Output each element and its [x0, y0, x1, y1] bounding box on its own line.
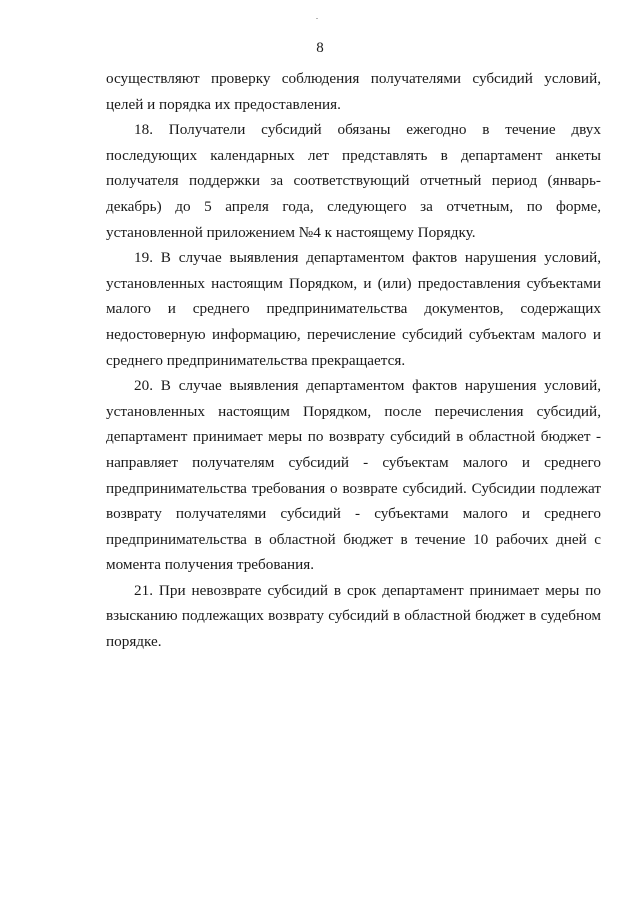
paragraph-continuation: осуществляют проверку соблюдения получателями субсидий условий, целей и порядка их предоставления.	[106, 70, 601, 113]
scan-artifact-dot	[316, 18, 318, 19]
paragraph-18: 18. Получатели субсидий обязаны ежегодно в течение двух последующих календарных лет представлять в департамент анкеты получателя поддержки за соответствующий отчетный период (январь-декабрь) до 5 апреля года, следующего за отчетным, по форме, установленной приложением №4 к настоящему Порядку.	[106, 121, 601, 241]
page-number: 8	[316, 40, 324, 56]
document-body	[106, 66, 601, 655]
paragraph-19: 19. В случае выявления департаментом фактов нарушения условий, установленных настоящим Порядком, и (или) предоставления субъектами малого и среднего предпринимательства документов, содержащих недостоверную информацию, перечисление субсидий субъектам малого и среднего предпринимательства прекращается.	[106, 249, 601, 369]
paragraph-21: 21. При невозврате субсидий в срок департамент принимает меры по взысканию подлежащих возврату субсидий в областной бюджет в судебном порядке.	[106, 581, 601, 651]
paragraph-20: 20. В случае выявления департаментом фактов нарушения условий, установленных настоящим Порядком, после перечисления субсидий, департамент принимает меры по возврату субсидий в областной бюджет - направляет получателям субсидий - субъектам малого и среднего предпринимательства требования о возврате субсидий. Субсидии подлежат возврату получателями субсидий - субъектами малого и среднего предпринимательства в областной бюджет в течение 10 рабочих дней с момента получения требования.	[106, 377, 601, 574]
